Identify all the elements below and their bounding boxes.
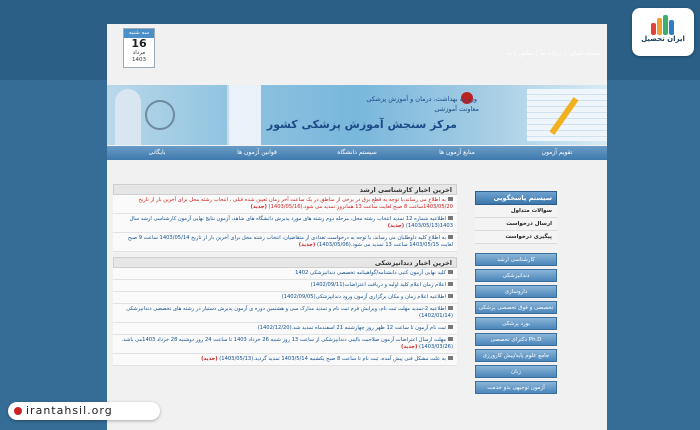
news-icon (448, 197, 453, 201)
section-title-masters: اخرین اخبار کارشناسی ارشد (113, 184, 457, 195)
sidebar-button-specialty[interactable]: تخصصی و فوق تخصصی پزشکی (475, 301, 557, 314)
sidebar-button-masters[interactable]: کارشناسی ارشد (475, 253, 557, 266)
sidebar-button-orientation[interactable]: آزمون توجیهی بدو خدمت (475, 381, 557, 394)
news-item[interactable]: اطلاعیه 2-تمدید مهلت ثبت نام، ویرایش فرم ثبت نام و تمدید مدارک سی و هشتمین دوره ی آزمون پذیرش دستیار در رشته های تخصصی دندانپزشکی (1402/01/14) (113, 304, 457, 323)
news-item[interactable]: به اطلاع کلیه داوطلبان می رساند، با توجه به درخواست تعدادی از متقاضیان، انتخاب رشته محل برای آخرین بار از تاریخ 1403/05/14 ساعت 9 صبح لغایت 1403/05/15 ساعت 13 تمدید می شود.(1403/05/06) (جدید) (113, 233, 457, 252)
toplink-home[interactable]: صفحه اصلی (569, 50, 600, 57)
date-day: 16 (131, 37, 147, 50)
doctor-image (115, 89, 141, 145)
news-icon (448, 356, 453, 360)
sidebar-link-track-request[interactable]: پیگیری درخواست (475, 231, 557, 244)
toplink-contact[interactable]: تماس با ما (506, 50, 534, 57)
section-title-dentistry: اخرین اخبار دندانپزشکی (113, 257, 457, 268)
nav-exam-sources[interactable]: منابع آزمون ها (439, 149, 475, 156)
date-month: مرداد (132, 50, 146, 56)
sidebar-title: سیستم پاسخگویی (475, 191, 557, 205)
watermark-logo (632, 8, 694, 56)
news-item[interactable]: مهلت ارسال اعتراضات آزمون صلاحیت بالینی دندانپزشکی از ساعت 13 روز شنبه 26 خرداد 1403 تا ساعت 24 روز دوشنبه 28 خرداد 1403می باشد.(1403/03/26) (جدید) (113, 335, 457, 354)
news-icon (448, 282, 453, 286)
news-item[interactable]: کلید نهایی آزمون کتبی دانشنامه/گواهینامه تخصصی دندانپزشکی 1402 (113, 268, 457, 280)
news-item[interactable]: ثبت نام آزمون تا ساعت 12 ظهر روز چهارشنبه 21 اسفندماه تمدید شد.(1402/12/20) (113, 323, 457, 335)
sidebar-link-faq[interactable]: سوالات متداول (475, 205, 557, 218)
nav-exam-rules[interactable]: قوانین آزمون ها (237, 149, 277, 156)
banner-deputy: معاونت آموزشی (434, 105, 479, 113)
sidebar-button-dentistry[interactable]: دندانپزشکی (475, 269, 557, 282)
news-icon (448, 216, 453, 220)
sidebar (475, 191, 557, 430)
news-icon (448, 294, 453, 298)
nav-university-system[interactable]: سیستم دانشگاه (337, 149, 377, 156)
sidebar-button-phd[interactable]: دکترای تخصصی Ph.D (475, 333, 557, 346)
sidebar-button-language[interactable]: زبان (475, 365, 557, 378)
news-item[interactable]: به اطلاع می رساند،با توجه به قطع برق در برخی از مناطق در یک ساعت آخر زمان تعیین شده قبلی ، انتخاب رشته محل برای آخرین بار از تاریخ 1403/05/20ساعت 8 صبح لغایت ساعت 13 همانروز تمدید می شود.(1403/05/16) (جدید) (113, 195, 457, 214)
news-content (113, 184, 457, 430)
site-url: irantahsil.org (26, 404, 113, 417)
news-item[interactable]: اعلام زمان اعلام کلید اولیه و دریافت اعتراضات(1402/09/11) (113, 280, 457, 292)
nav-archive[interactable]: بایگانی (148, 149, 166, 156)
document-image (227, 85, 261, 145)
sidebar-button-basic-sciences[interactable]: جامع علوم پایه/پیش کارورزی (475, 349, 557, 362)
date-widget (123, 28, 155, 68)
globe-icon (14, 407, 22, 415)
site-url-badge (8, 402, 160, 420)
date-year: 1403 (132, 57, 146, 63)
news-icon (448, 306, 453, 310)
book-logo-icon (648, 13, 678, 35)
sidebar-button-pharmacy[interactable]: داروسازی (475, 285, 557, 298)
sidebar-button-board[interactable]: بورد پزشکی (475, 317, 557, 330)
news-item[interactable]: اطلاعیه اعلام زمان و مکان برگزاری آزمون ورود دندانپزشکی(1402/09/05) (113, 292, 457, 304)
banner-center-title: مرکز سنجش آموزش پزشکی کشور (266, 118, 457, 131)
sidebar-link-send-request[interactable]: ارسال درخواست (475, 218, 557, 231)
news-icon (448, 325, 453, 329)
watermark-text: ایران تحصیل (641, 35, 685, 43)
news-icon (448, 235, 453, 239)
news-item[interactable]: اطلاعیه شماره 12 تمدید انتخاب رشته محل، مرحله دوم رشته های مورد پذیرش دانشگاه های شاهد، آزمون نتایج نهایی آزمون کارشناسی ارشد سال 1403(1403/05/13) (جدید) (113, 214, 457, 233)
header-banner (107, 85, 607, 145)
main-nav (107, 146, 607, 160)
top-links: صفحه اصلی| درباره ما| تماس با ما (506, 50, 600, 57)
toplink-about[interactable]: درباره ما (540, 50, 563, 57)
banner-ministry: وزارت بهداشت، درمان و آموزش پزشکی (366, 95, 477, 103)
news-item[interactable]: به علت مشکل فنی پیش آمده، ثبت نام تا ساعت 8 صبح یکشنبه 1403/5/14 تمدید گردید.(1403/05/13) (جدید) (113, 354, 457, 366)
news-icon (448, 270, 453, 274)
news-icon (448, 337, 453, 341)
stethoscope-image (145, 100, 175, 130)
nav-exam-calendar[interactable]: تقویم آزمون (541, 149, 573, 156)
date-weekday: سه شنبه (124, 29, 154, 38)
